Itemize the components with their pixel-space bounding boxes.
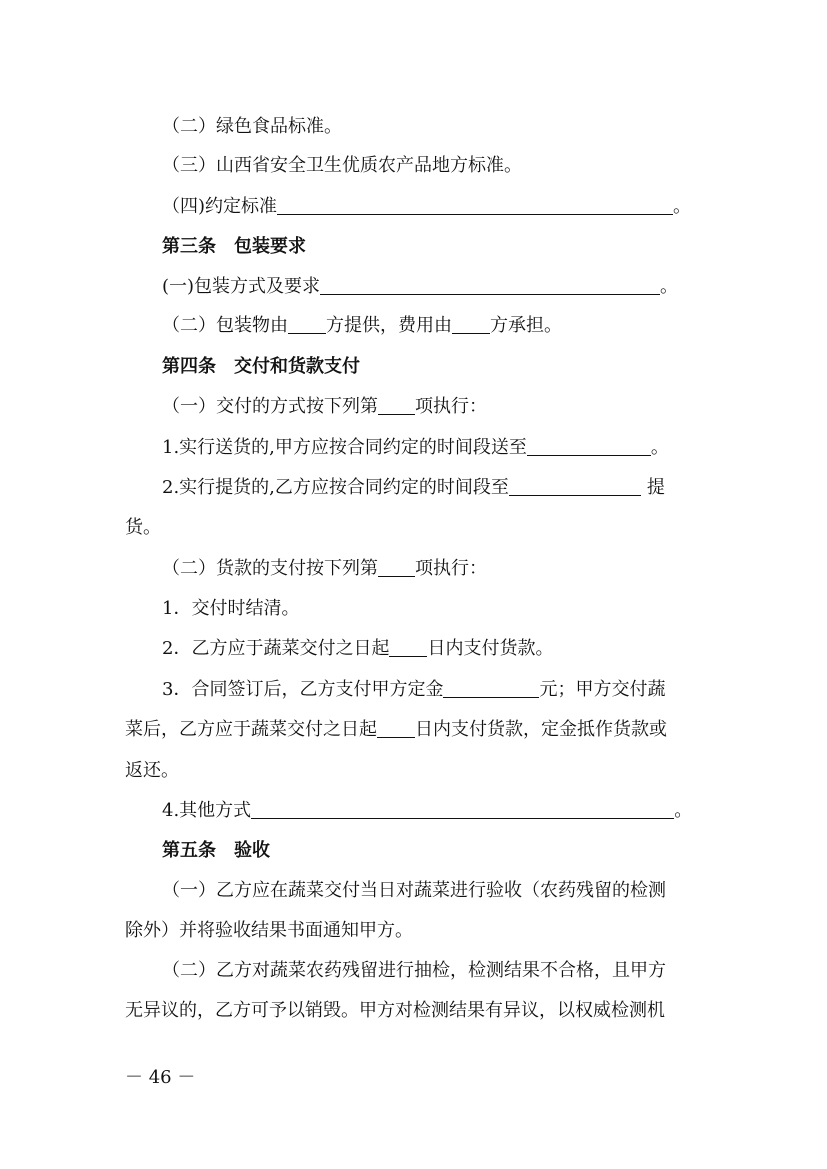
fill-in-blank <box>288 315 326 334</box>
clause-line: 1.实行送货的,甲方应按合同约定的时间段送至 。 <box>162 437 669 458</box>
fill-in-blank <box>509 477 641 496</box>
clause-line: 返还。 <box>125 760 179 781</box>
fill-in-blank <box>277 196 673 215</box>
clause-line: （四)约定标准 。 <box>162 196 692 217</box>
fill-in-blank <box>443 679 539 698</box>
clause-line: 1．交付时结清。 <box>162 598 300 619</box>
fill-in-blank <box>251 800 674 819</box>
fill-in-blank <box>527 437 651 456</box>
clause-line: 2．乙方应于蔬菜交付之日起 日内支付货款。 <box>162 638 554 659</box>
clause-line: 4.其他方式 。 <box>162 800 693 821</box>
clause-line: 除外）并将验收结果书面通知甲方。 <box>125 920 413 941</box>
clause-line: 货。 <box>125 517 161 538</box>
clause-line: (一)包装方式及要求 。 <box>162 276 679 297</box>
clause-line: （二）货款的支付按下列第 项执行： <box>162 558 487 579</box>
clause-line: 2.实行提货的,乙方应按合同约定的时间段至 提 <box>162 477 665 498</box>
fill-in-blank <box>378 396 415 415</box>
clause-line: （一）交付的方式按下列第 项执行： <box>162 396 487 417</box>
clause-line: 菜后，乙方应于蔬菜交付之日起 日内支付货款，定金抵作货款或 <box>125 719 667 740</box>
article-heading: 第五条 验收 <box>162 840 270 861</box>
article-heading: 第四条 交付和货款支付 <box>162 356 360 377</box>
fill-in-blank <box>452 315 490 334</box>
fill-in-blank <box>389 638 427 657</box>
fill-in-blank <box>377 719 415 738</box>
fill-in-blank <box>378 558 415 577</box>
clause-line: （二）乙方对蔬菜农药残留进行抽检，检测结果不合格，且甲方 <box>162 960 666 981</box>
clause-line: 无异议的，乙方可予以销毁。甲方对检测结果有异议，以权威检测机 <box>125 1000 665 1021</box>
clause-line: （二）绿色食品标准。 <box>162 116 342 137</box>
page-number: － 46 － <box>125 1067 196 1088</box>
article-heading: 第三条 包装要求 <box>162 236 306 257</box>
clause-line: （一）乙方应在蔬菜交付当日对蔬菜进行验收（农药残留的检测 <box>162 880 666 901</box>
fill-in-blank <box>320 276 660 295</box>
clause-line: （三）山西省安全卫生优质农产品地方标准。 <box>162 155 522 176</box>
clause-line: 3．合同签订后，乙方支付甲方定金 元；甲方交付蔬 <box>162 679 666 700</box>
clause-line: （二）包装物由 方提供，费用由 方承担。 <box>162 315 562 336</box>
